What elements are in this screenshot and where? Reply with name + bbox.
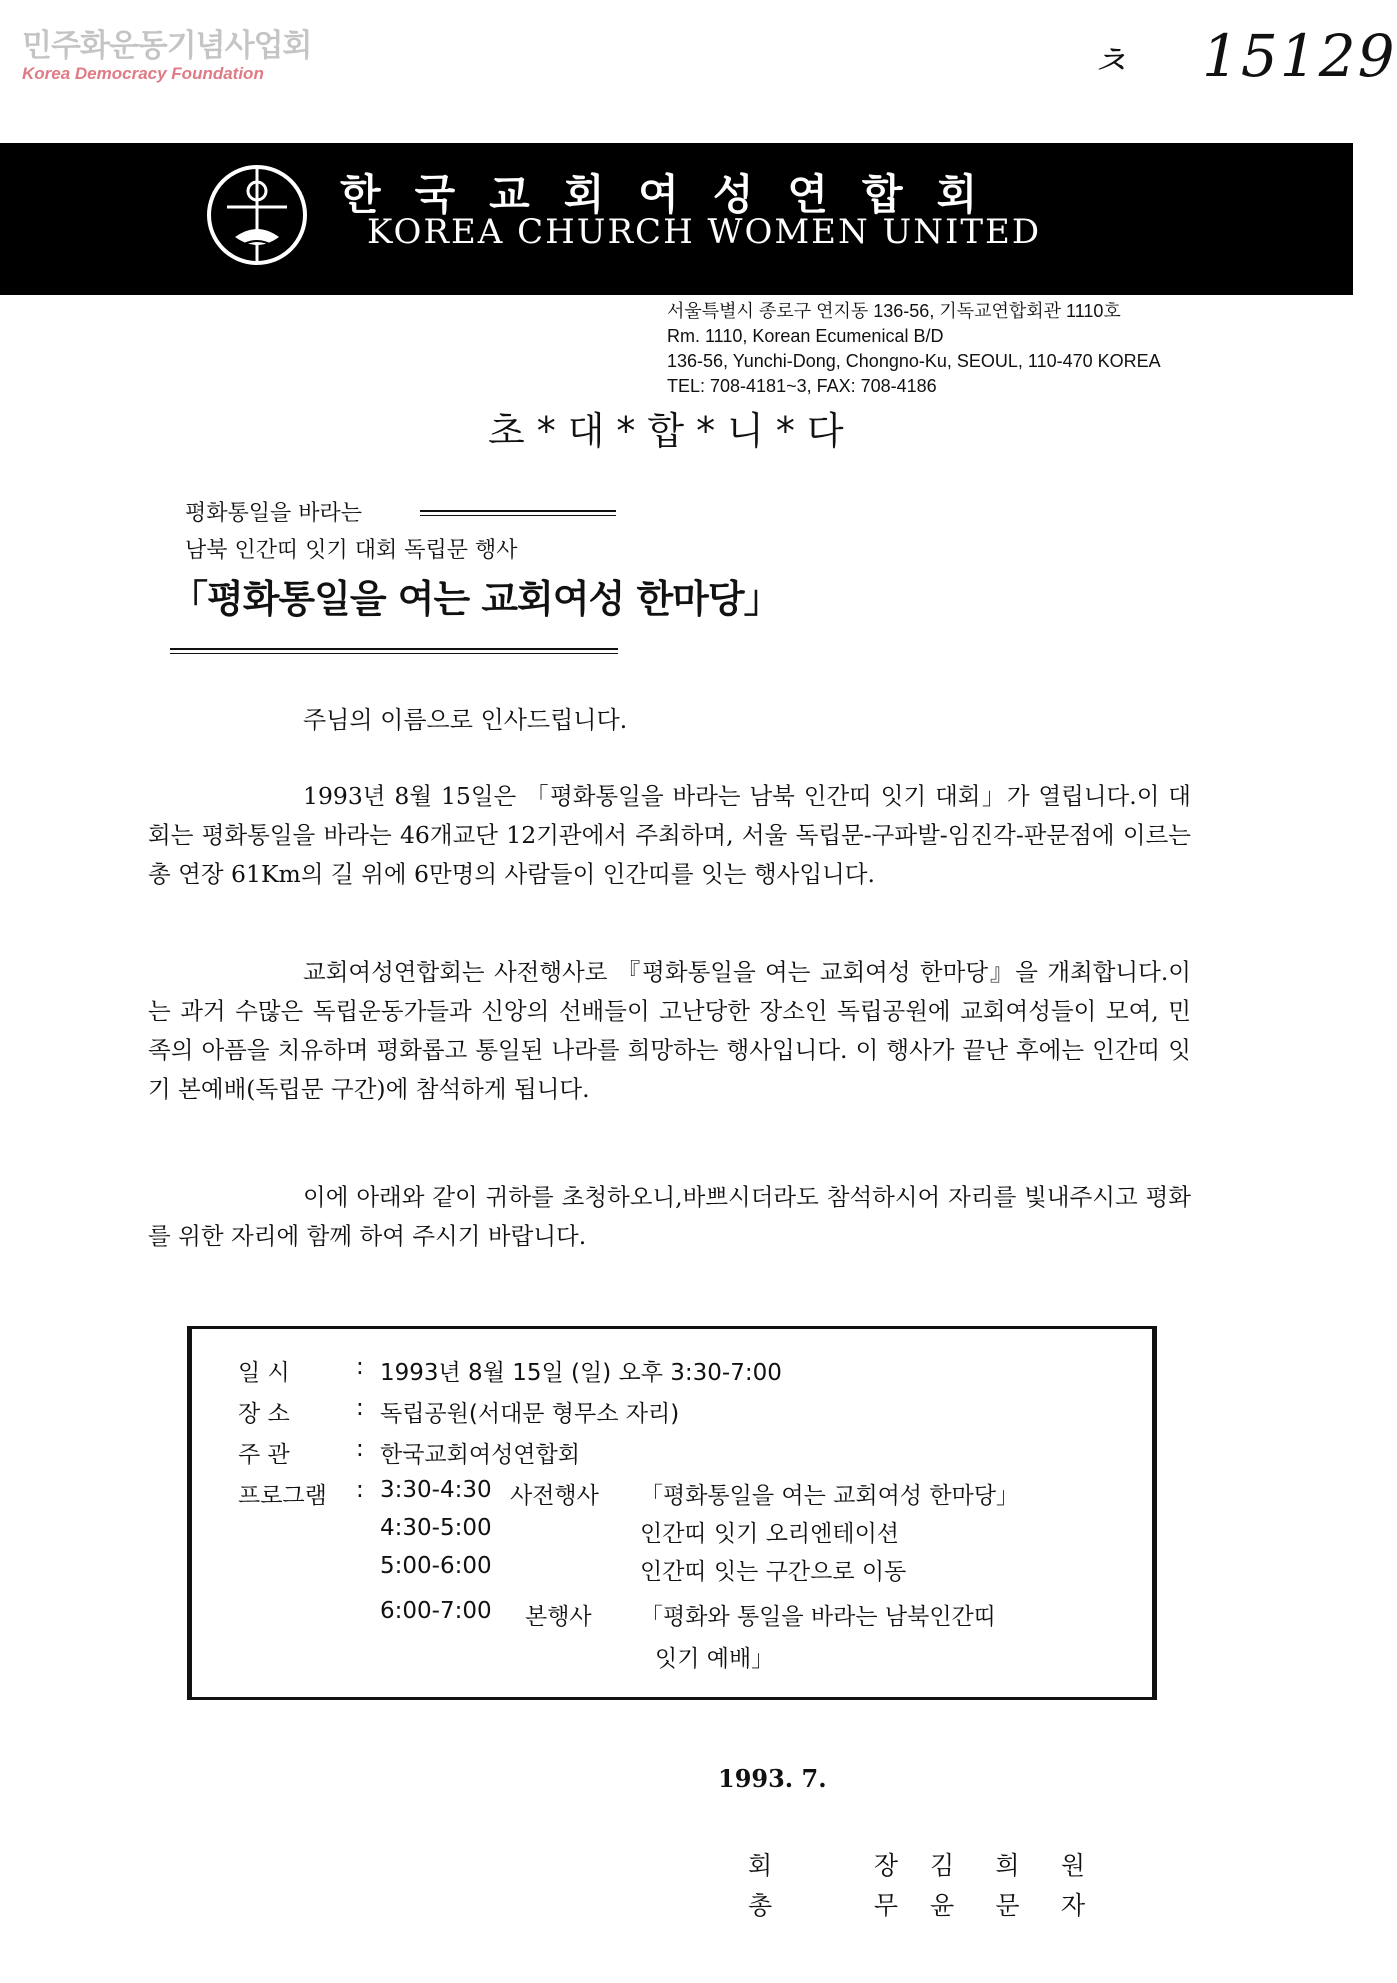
- detail-label-host: 주 관: [238, 1442, 290, 1468]
- paragraph: [148, 777, 1191, 894]
- program-desc: 「평화와 통일을 바라는 남북인간띠: [640, 1604, 996, 1630]
- subtitle-line-2: 남북 인간띠 잇기 대회 독립문 행사: [185, 538, 518, 563]
- organization-name-korean: 한국교회여성연합회: [340, 170, 1012, 219]
- program-kind: 본행사: [525, 1604, 592, 1630]
- handwritten-number: 15129: [1202, 22, 1397, 90]
- address-line: 서울특별시 종로구 연지동 136-56, 기독교연합회관 1110호: [667, 301, 1121, 321]
- divider: [170, 653, 618, 654]
- detail-label-datetime: 일 시: [238, 1360, 290, 1386]
- address-line: TEL: 708-4181~3, FAX: 708-4186: [667, 376, 937, 396]
- paragraph-text: 이에 아래와 같이 귀하를 초청하오니,바쁘시더라도 참석하시어 자리를 빛내주시고 평화를 위한 자리에 함께 하여 주시기 바랍니다.: [148, 1183, 1191, 1250]
- paragraph-text: 교회여성연합회는 사전행사로 『평화통일을 여는 교회여성 한마당』을 개최합니다.이는 과거 수많은 독립운동가들과 신앙의 선배들이 고난당한 장소인 독립공원에 교회여성들이 모여, 민족의 아픔을 치유하며 평화롭고 통일된 나라를 희망하는 행사입니다. 이 행사가 끝난 후에는 인간띠 잇기 본예배(독립문 구간)에 참석하게 됩니다.: [148, 958, 1191, 1103]
- watermark-english: Korea Democracy Foundation: [22, 64, 264, 83]
- program-time: 4:30-5:00: [380, 1515, 492, 1541]
- paragraph-text: 1993년 8월 15일은 「평화통일을 바라는 남북 인간띠 잇기 대회」가 열립니다.이 대회는 평화통일을 바라는 46개교단 12기관에서 주최하며, 서울 독립문-구파발-임진각-판문점에 이르는 총 연장 61Km의 길 위에 6만명의 사람들이 인간띠를 잇는 행사입니다.: [148, 782, 1191, 888]
- document-date: 1993. 7.: [718, 1764, 827, 1793]
- program-desc: 「평화통일을 여는 교회여성 한마당」: [640, 1483, 1019, 1509]
- divider: [420, 515, 616, 516]
- program-kind: 사전행사: [510, 1483, 599, 1509]
- invitation-title: 초*대*합*니*다: [488, 409, 856, 453]
- paragraph: [148, 1178, 1191, 1256]
- handwritten-initials: ㅊ: [1090, 39, 1129, 85]
- event-name: 「평화통일을 여는 교회여성 한마당」: [170, 577, 781, 621]
- signature-title: 회 장: [748, 1851, 898, 1880]
- signature-name: 김 희 원: [930, 1851, 1085, 1880]
- address-block: [667, 299, 1161, 399]
- divider: [170, 648, 618, 650]
- signature-title: 총 무: [748, 1891, 898, 1920]
- greeting: 주님의 이름으로 인사드립니다.: [303, 706, 628, 734]
- detail-place: 독립공원(서대문 형무소 자리): [380, 1401, 680, 1427]
- program-time: 3:30-4:30: [380, 1477, 492, 1503]
- organization-logo-icon: [205, 163, 309, 267]
- program-desc: 인간띠 잇기 오리엔테이션: [640, 1521, 900, 1547]
- detail-separator: :: [356, 1395, 364, 1421]
- signature-name: 윤 문 자: [930, 1891, 1085, 1920]
- detail-label-place: 장 소: [238, 1401, 290, 1427]
- detail-label-program: 프로그램: [238, 1483, 327, 1509]
- program-desc-continued: 잇기 예배」: [655, 1646, 775, 1672]
- organization-name-english: KOREA CHURCH WOMEN UNITED: [367, 212, 1042, 252]
- paragraph: [148, 953, 1191, 1109]
- detail-datetime: 1993년 8월 15일 (일) 오후 3:30-7:00: [380, 1360, 782, 1386]
- divider: [420, 510, 616, 512]
- detail-separator: :: [356, 1354, 364, 1380]
- program-desc: 인간띠 잇는 구간으로 이동: [640, 1559, 907, 1585]
- detail-separator: :: [356, 1477, 364, 1503]
- watermark-korean: 민주화운동기념사업회: [22, 28, 312, 64]
- detail-separator: :: [356, 1436, 364, 1462]
- program-time: 5:00-6:00: [380, 1553, 492, 1579]
- detail-host: 한국교회여성연합회: [380, 1442, 580, 1468]
- subtitle-line-1: 평화통일을 바라는: [185, 501, 363, 526]
- address-line: 136-56, Yunchi-Dong, Chongno-Ku, SEOUL, 110-470 KOREA: [667, 351, 1161, 371]
- program-time: 6:00-7:00: [380, 1598, 492, 1624]
- address-line: Rm. 1110, Korean Ecumenical B/D: [667, 326, 944, 346]
